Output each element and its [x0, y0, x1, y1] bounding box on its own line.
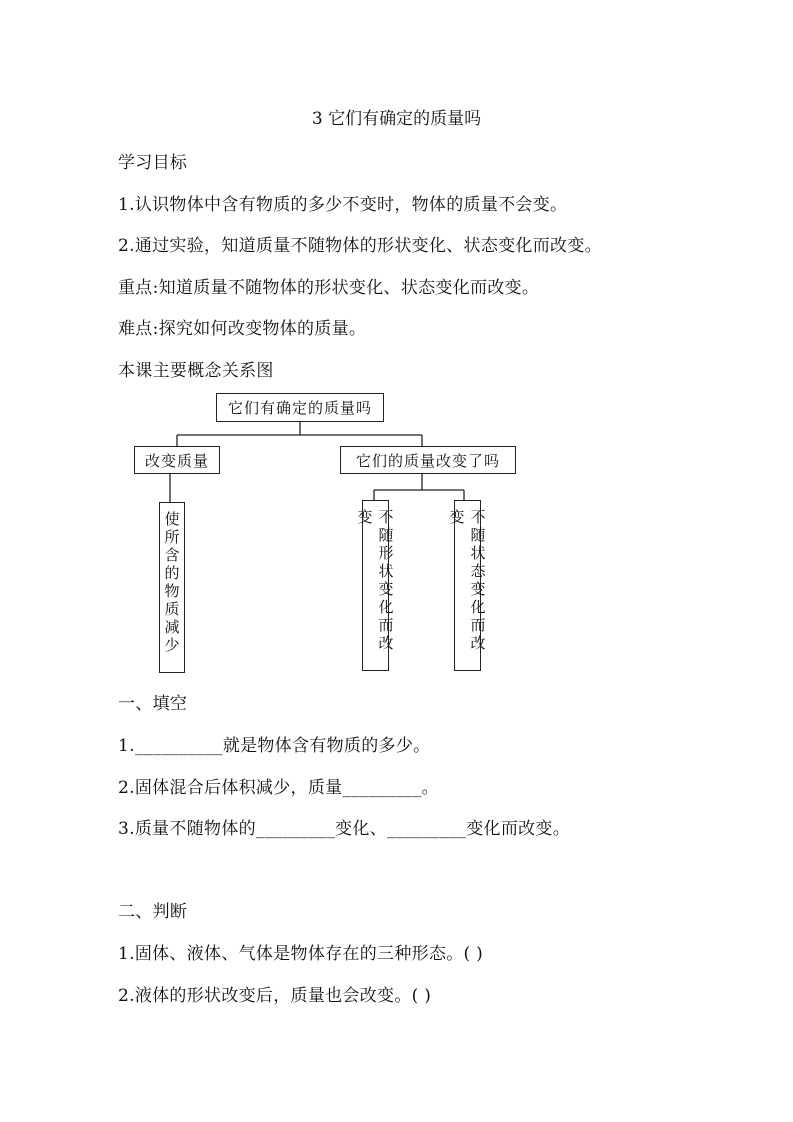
diagram-heading: 本课主要概念关系图 — [118, 361, 274, 381]
page-title: 3 它们有确定的质量吗 — [311, 109, 482, 129]
mass-changed-box: 它们的质量改变了吗 — [340, 446, 516, 474]
fill-item-1: 1.__________就是物体含有物质的多少。 — [118, 736, 431, 756]
shape-independent-box: 不随形状变化而改变 — [362, 500, 389, 671]
change-mass-box: 改变质量 — [134, 446, 220, 474]
concept-diagram — [120, 390, 540, 680]
reduce-matter-box: 使所含的物质减少 — [159, 502, 185, 673]
judge-heading: 二、判断 — [118, 902, 188, 922]
difficulty-point: 难点:探究如何改变物体的质量。 — [118, 319, 367, 339]
objective-item-2: 2.通过实验，知道质量不随物体的形状变化、状态变化而改变。 — [118, 236, 602, 256]
objectives-heading: 学习目标 — [118, 153, 188, 173]
objective-item-1: 1.认识物体中含有物质的多少不变时，物体的质量不会变。 — [118, 195, 568, 215]
key-point: 重点:知道质量不随物体的形状变化、状态变化而改变。 — [118, 278, 540, 298]
fill-item-3: 3.质量不随物体的_________变化、_________变化而改变。 — [118, 819, 571, 839]
fill-heading: 一、填空 — [118, 694, 188, 714]
state-independent-box: 不随状态变化而改变 — [454, 500, 481, 671]
judge-item-1: 1.固体、液体、气体是物体存在的三种形态。( ) — [118, 944, 484, 964]
judge-item-2: 2.液体的形状改变后，质量也会改变。( ) — [118, 986, 432, 1006]
root-concept-box: 它们有确定的质量吗 — [216, 393, 384, 422]
fill-item-2: 2.固体混合后体积减少，质量_________。 — [118, 778, 439, 798]
